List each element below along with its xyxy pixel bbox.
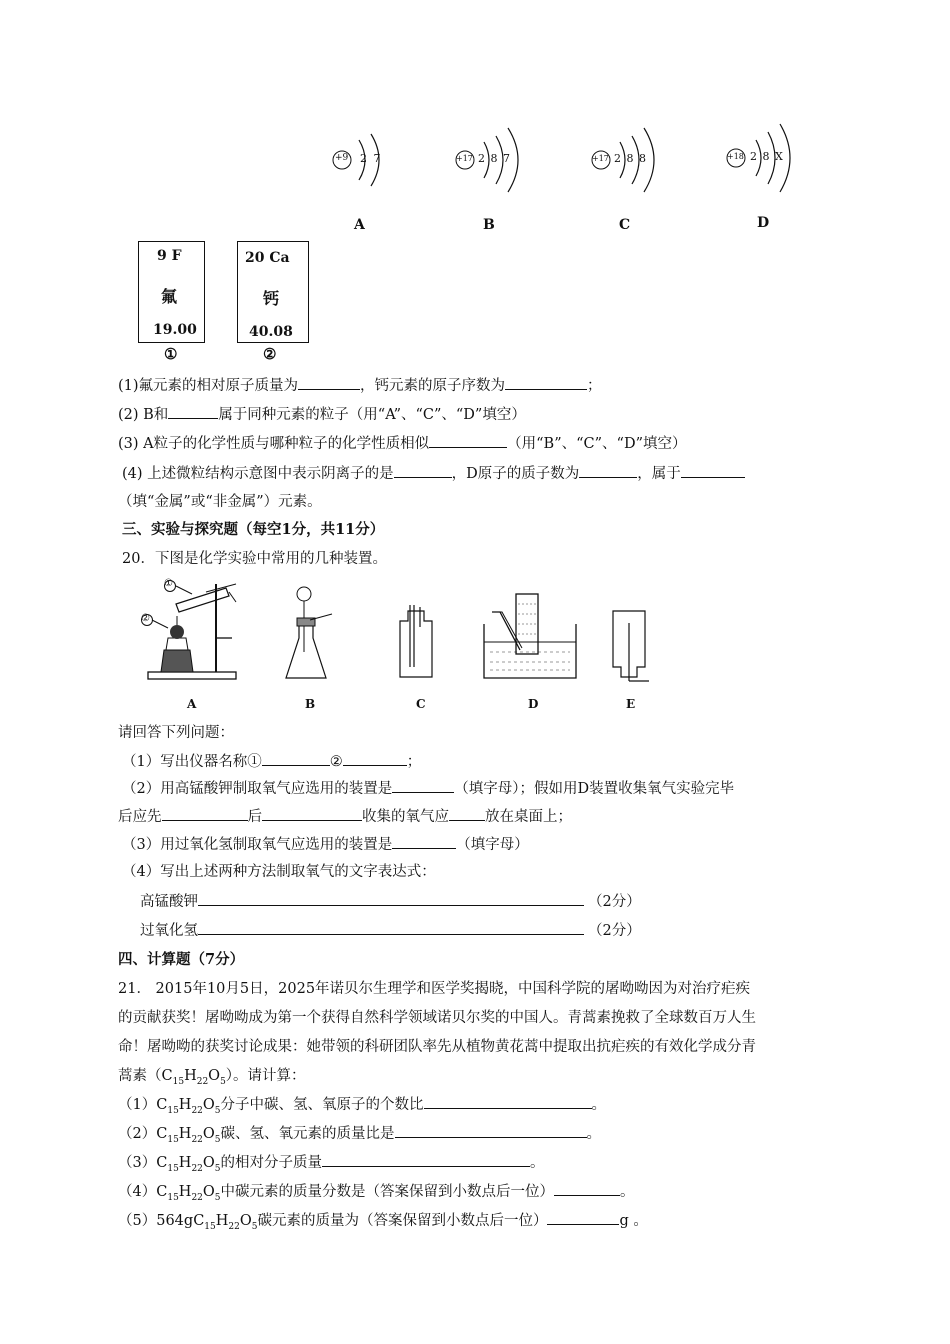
- atom-nucleus-b: +17: [456, 154, 473, 163]
- apparatus-label-a: A: [187, 697, 197, 711]
- q20-part4: （4）写出上述两种方法制取氧气的文字表达式：: [122, 864, 436, 880]
- atom-label-c: C: [619, 217, 631, 233]
- q19-part1: (1)氟元素的相对原子质量为 ，钙元素的原子序数为 ；: [118, 375, 602, 396]
- answer-blank[interactable]: [262, 751, 330, 766]
- answer-blank[interactable]: [262, 806, 362, 821]
- answer-blank[interactable]: [449, 806, 485, 821]
- atom-nucleus-a: +9: [335, 153, 349, 163]
- q19-part4: (4) 上述微粒结构示意图中表示阴离子的是 ，D原子的质子数为 ，属于: [122, 463, 745, 484]
- q20-prompt: 请回答下列问题：: [118, 725, 234, 741]
- element-name: 钙: [263, 289, 280, 308]
- q21-line2: 的贡献获奖！屠呦呦成为第一个获得自然科学领域诺贝尔奖的中国人。青蒿素挽救了全球数百万人生: [118, 1010, 756, 1026]
- answer-blank[interactable]: [505, 375, 587, 390]
- atom-label-d: D: [757, 215, 770, 231]
- answer-blank[interactable]: [429, 433, 507, 448]
- apparatus-label-d: D: [528, 697, 539, 711]
- answer-blank[interactable]: [424, 1094, 592, 1109]
- element-number-symbol: 20 Ca: [245, 250, 290, 266]
- answer-blank[interactable]: [392, 834, 456, 849]
- apparatus-d: [480, 590, 580, 685]
- atom-shells-text-c: 2 8 8: [614, 152, 646, 165]
- atom-shells-text-b: 2 8 7: [478, 152, 510, 165]
- q20-kmno4-line: 高锰酸钾 （2分）: [140, 891, 641, 912]
- answer-blank[interactable]: [322, 1152, 530, 1167]
- answer-blank[interactable]: [681, 463, 745, 478]
- q20-part2: （2）用高锰酸钾制取氧气应选用的装置是 （填字母）；假如用D装置收集氧气实验完毕: [122, 778, 734, 799]
- apparatus-e: [605, 605, 655, 685]
- q20-part2-cont: 后应先 后 收集的氧气应 放在桌面上；: [118, 806, 572, 827]
- apparatus-c: [392, 605, 442, 685]
- element-card-calcium: [237, 241, 309, 343]
- atom-diagram-b: [452, 118, 532, 208]
- answer-blank[interactable]: [554, 1181, 620, 1196]
- q19-part2: (2) B和 属于同种元素的粒子（用“A”、“C”、“D”填空）: [118, 404, 526, 425]
- answer-blank[interactable]: [579, 463, 637, 478]
- q21-line4: 蒿素$(C_{15}H_{22}O_5)$。请计算：: [118, 1068, 306, 1087]
- q19-part3: (3) A粒子的化学性质与哪种粒子的化学性质相似 （用“B”、“C”、“D”填空）: [118, 433, 686, 454]
- answer-blank[interactable]: [394, 463, 452, 478]
- atom-diagram-d: [722, 116, 802, 206]
- atom-nucleus-d: +18: [727, 152, 744, 161]
- q20-part1: （1）写出仪器名称① ② ；: [122, 751, 421, 772]
- atom-nucleus-c: +17: [592, 154, 609, 163]
- answer-blank[interactable]: [392, 778, 454, 793]
- element-card-fluorine: [138, 241, 205, 343]
- section3-title: 三、实验与探究题（每空1分，共11分）: [122, 521, 385, 538]
- atom-diagram-c: [588, 118, 668, 208]
- q20-part3: （3）用过氧化氢制取氧气应选用的装置是 （填字母）: [122, 834, 529, 855]
- apparatus-b-drawing: [280, 582, 340, 687]
- q21-sub4: $(4)C_{15}H_{22}O_5$中碳元素的质量分数是（答案保留到小数点后一位） 。: [118, 1181, 635, 1208]
- atom-label-b: B: [483, 217, 495, 233]
- apparatus-d-drawing: [480, 590, 580, 685]
- answer-blank[interactable]: [343, 751, 407, 766]
- apparatus-label-c: C: [416, 697, 426, 711]
- marker-1: ①: [164, 578, 173, 589]
- atom-shells-text-a: 2 7: [360, 152, 381, 165]
- q21-sub1: $(1)C_{15}H_{22}O_5$分子中碳、氢、氧原子的个数比 。: [118, 1094, 606, 1121]
- q21-sub2: $(2)C_{15}H_{22}O_5$碳、氢、氧元素的质量比是 。: [118, 1123, 601, 1150]
- q21-line3: 命！屠呦呦的获奖讨论成果：她带领的科研团队率先从植物黄花蒿中提取出抗疟疾的有效化学成分青: [118, 1039, 756, 1055]
- apparatus-a: [136, 580, 246, 685]
- answer-blank[interactable]: [298, 375, 360, 390]
- q20-intro: 20．下图是化学实验中常用的几种装置。: [122, 551, 387, 567]
- atom-shells-text-d: 2 8 X: [750, 150, 783, 163]
- answer-blank[interactable]: [168, 404, 218, 419]
- q21-line1: 21． 2015年10月5日，2025年诺贝尔生理学和医学奖揭晓，中国科学院的屠呦呦因为对治疗疟疾: [118, 981, 751, 997]
- q21-sub5: $(5)564gC_{15}H_{22}O_5$碳元素的质量为（答案保留到小数点后一位） g 。: [118, 1210, 648, 1237]
- atom-label-a: A: [354, 217, 365, 233]
- answer-blank[interactable]: [547, 1210, 619, 1225]
- q21-sub3: $(3)C_{15}H_{22}O_5$的相对分子质量 。: [118, 1152, 545, 1179]
- answer-blank[interactable]: [198, 891, 584, 906]
- atom-diagram-a: [325, 118, 395, 208]
- apparatus-label-e: E: [626, 697, 636, 711]
- marker-2: ②: [141, 613, 150, 624]
- apparatus-b: [280, 582, 340, 687]
- apparatus-c-drawing: [392, 605, 442, 685]
- apparatus-e-drawing: [605, 605, 655, 685]
- apparatus-a-drawing: [136, 580, 246, 685]
- q20-h2o2-line: 过氧化氢 （2分）: [140, 920, 641, 941]
- element-number-symbol: 9 F: [157, 248, 182, 264]
- section4-title: 四、计算题（7分）: [118, 951, 245, 968]
- element-name: 氟: [161, 287, 178, 306]
- element-index-1: ①: [164, 345, 178, 363]
- answer-blank[interactable]: [162, 806, 248, 821]
- apparatus-label-b: B: [305, 697, 316, 711]
- element-mass: 19.00: [153, 322, 197, 338]
- answer-blank[interactable]: [198, 920, 584, 935]
- answer-blank[interactable]: [395, 1123, 587, 1138]
- element-index-2: ②: [263, 345, 277, 363]
- element-mass: 40.08: [249, 324, 293, 340]
- q19-part4-cont: （填“金属”或“非金属”）元素。: [118, 494, 322, 510]
